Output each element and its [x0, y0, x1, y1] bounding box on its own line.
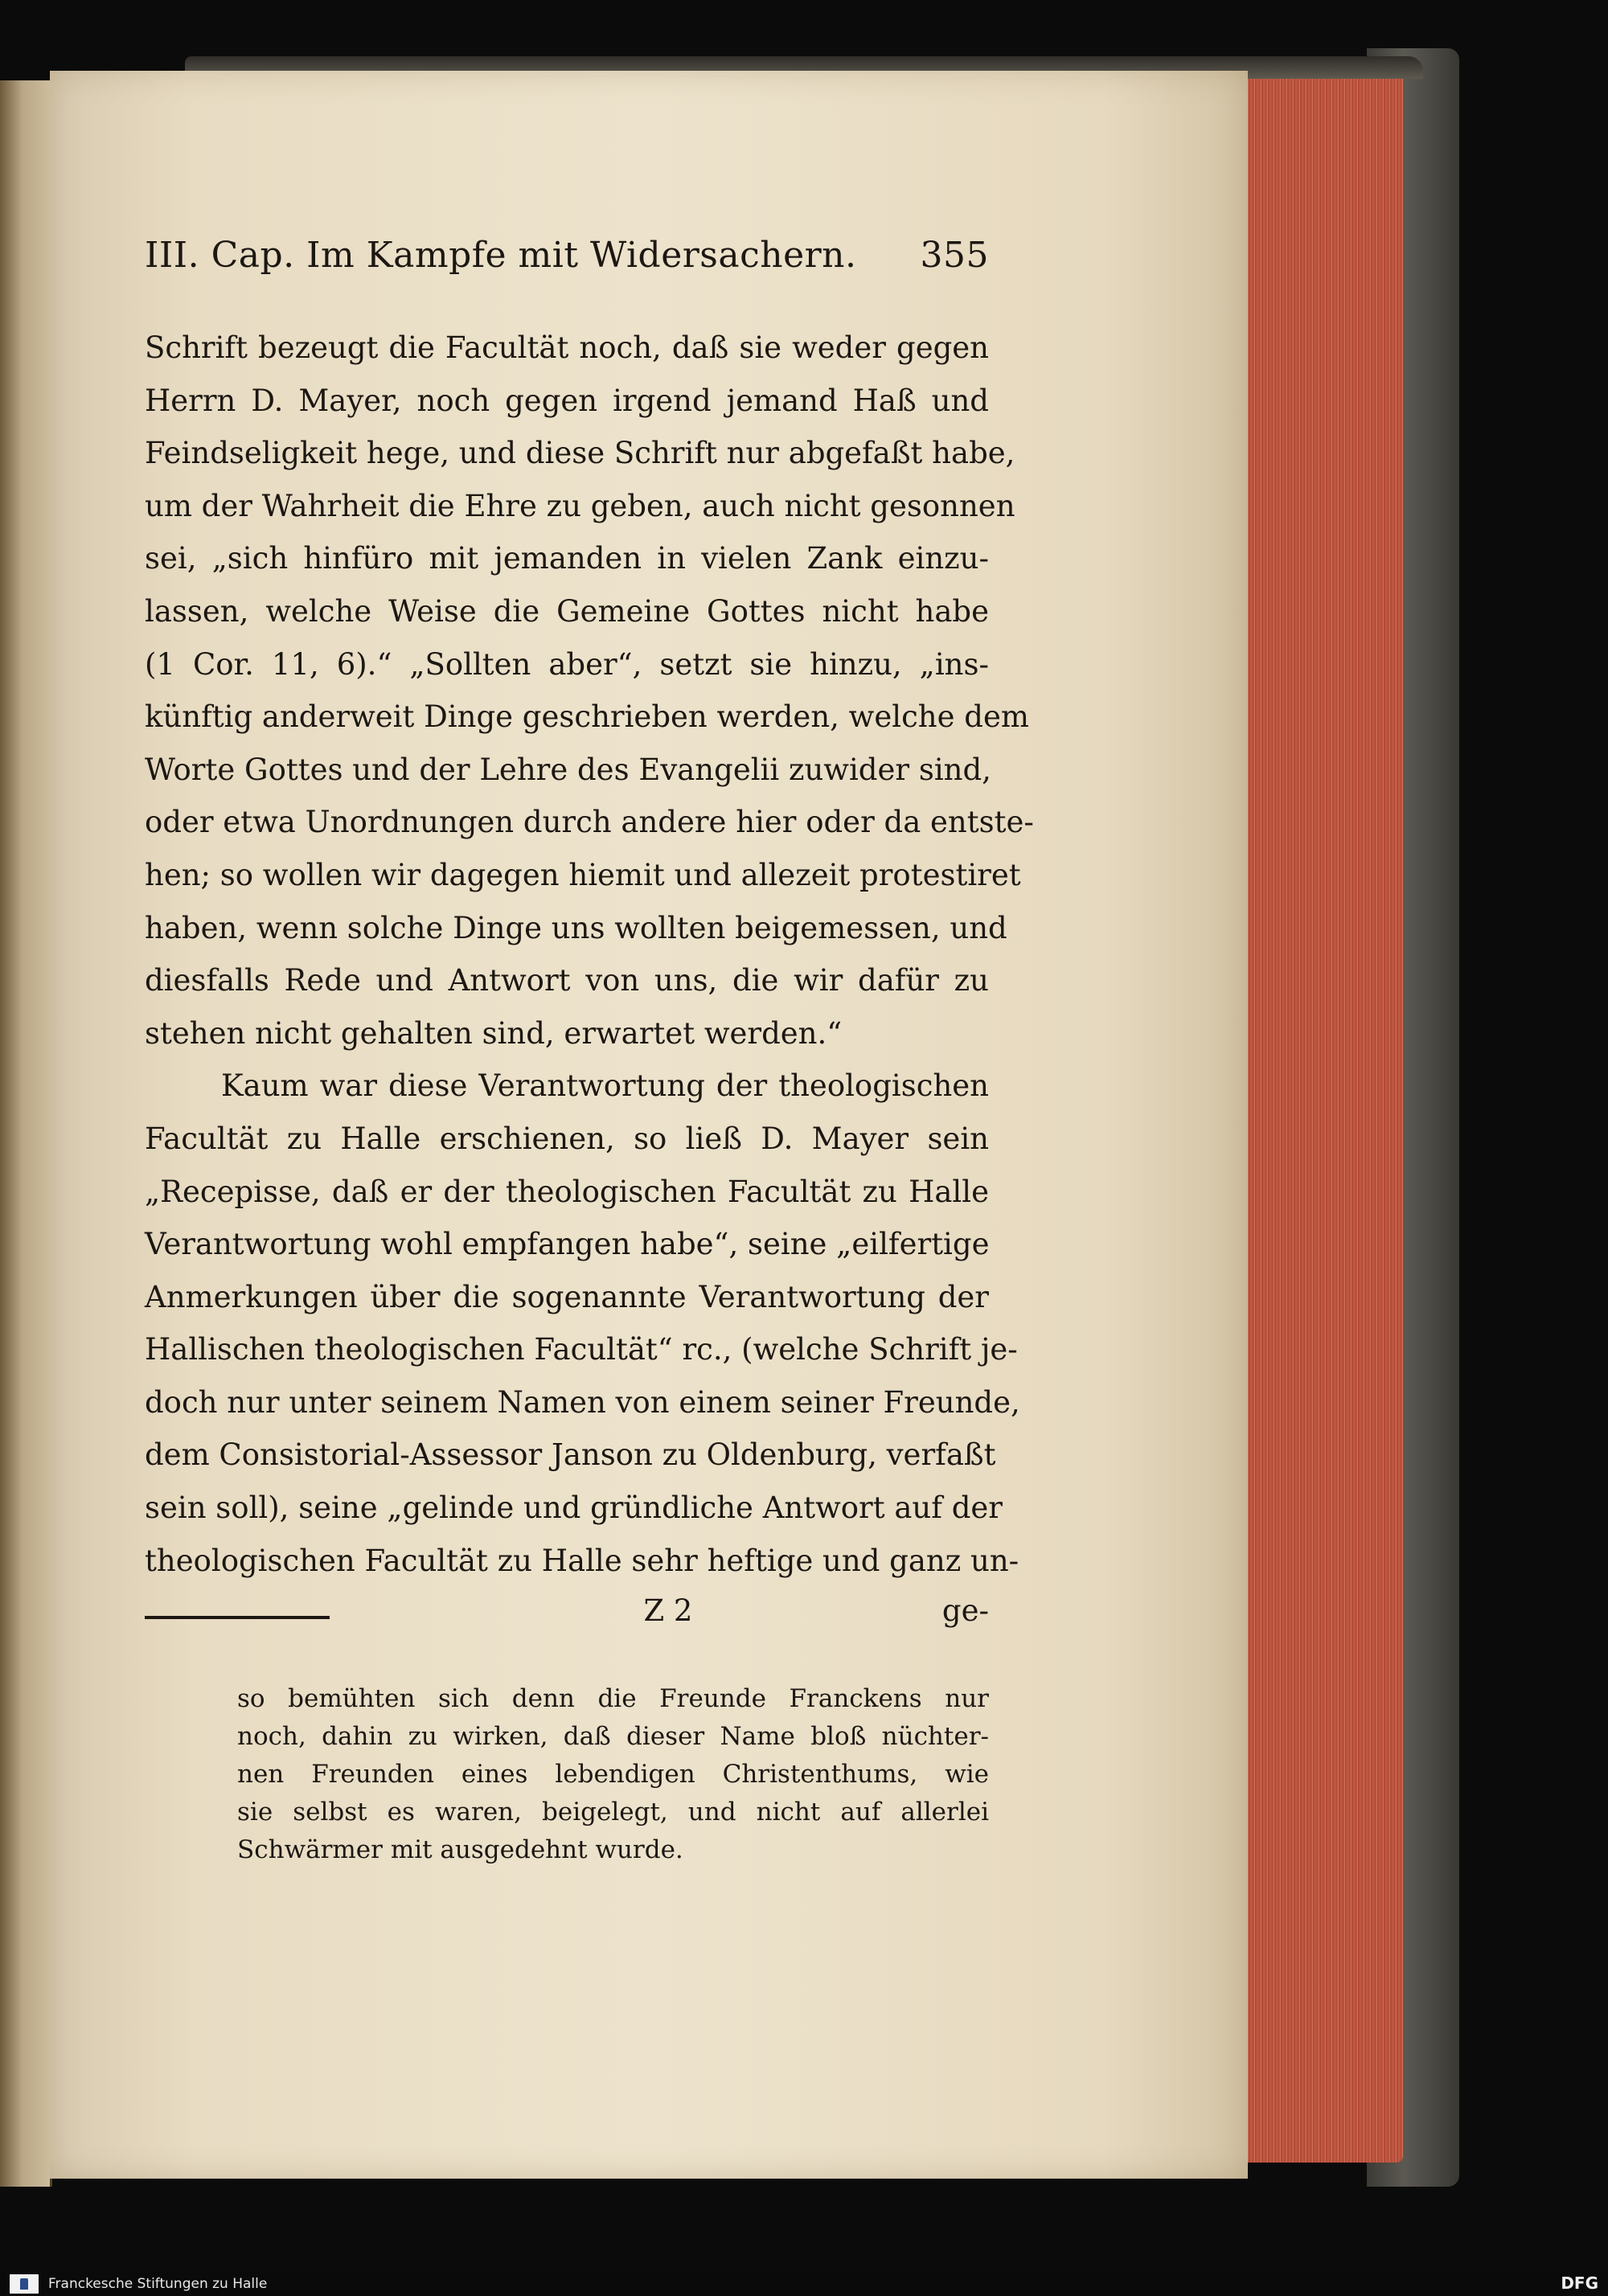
text-line: oder etwa Unordnungen durch andere hier oder da entste- [145, 805, 1034, 840]
text-line: Schrift bezeugt die Facultät noch, daß sie weder gegen [145, 330, 989, 365]
text-line: dem Consistorial-Assessor Janson zu Oldenburg, verfaßt [145, 1437, 996, 1473]
page-footer [145, 1593, 989, 1642]
catchword: ge- [941, 1593, 989, 1629]
footnote-line: Schwärmer mit ausgedehnt wurde. [237, 1835, 683, 1865]
text-line: Hallischen theologischen Facultät“ rc., (welche Schrift je- [145, 1332, 1018, 1367]
footnote-rule [145, 1616, 330, 1619]
page-block-edge [1242, 56, 1403, 2163]
text-line: lassen, welche Weise die Gemeine Gottes nicht habe [145, 593, 989, 629]
chapter-title: III. Cap. Im Kampfe mit Widersachern. [145, 235, 857, 276]
body-text [145, 322, 1034, 1587]
text-line: künftig anderweit Dinge geschrieben werden, welche dem [145, 699, 1029, 735]
running-head [145, 235, 989, 291]
text-line: Feindseligkeit hege, und diese Schrift nur abgefaßt habe, [145, 436, 1015, 471]
text-line: sei, „sich hinfüro mit jemanden in vielen Zank einzu- [145, 541, 989, 576]
page-number: 355 [920, 235, 989, 276]
text-line: haben, wenn solche Dinge uns wollten beigemessen, und [145, 910, 1007, 945]
text-line: doch nur unter seinem Namen von einem seiner Freunde, [145, 1384, 1020, 1420]
digitization-bar [0, 2272, 1608, 2296]
text-line: Verantwortung wohl empfangen habe“, seine „eilfertige [145, 1227, 990, 1262]
credit-text: Franckesche Stiftungen zu Halle [48, 2276, 268, 2292]
signature-mark: Z 2 [643, 1593, 693, 1629]
text-line: diesfalls Rede und Antwort von uns, die wir dafür zu [145, 963, 989, 998]
page-content [145, 235, 1034, 1869]
text-line: hen; so wollen wir dagegen hiemit und allezeit protestiret [145, 857, 1021, 892]
text-line: Herrn D. Mayer, noch gegen irgend jemand Haß und [145, 383, 989, 418]
text-line: um der Wahrheit die Ehre zu geben, auch nicht gesonnen [145, 488, 1015, 523]
text-line: sein soll), seine „gelinde und gründliche Antwort auf der [145, 1490, 1003, 1526]
footnote [145, 1680, 989, 1869]
text-line: Facultät zu Halle erschienen, so ließ D. Mayer sein [145, 1121, 989, 1156]
footnote-line: noch, dahin zu wirken, daß dieser Name bloß nüchter- [237, 1722, 989, 1752]
text-line: Kaum war diese Verantwortung der theologischen [221, 1068, 989, 1104]
text-line: Anmerkungen über die sogenannte Verantwortung der [145, 1279, 989, 1314]
footnote-line: nen Freunden eines lebendigen Christenthums, wie [237, 1760, 989, 1790]
dfg-logo: DFG [1561, 2273, 1598, 2293]
text-line: (1 Cor. 11, 6).“ „Sollten aber“, setzt sie hinzu, „ins- [145, 646, 989, 682]
text-line: Worte Gottes und der Lehre des Evangelii zuwider sind, [145, 752, 991, 787]
text-line: „Recepisse, daß er der theologischen Facultät zu Halle [145, 1174, 989, 1209]
footnote-line: sie selbst es waren, beigelegt, und nicht auf allerlei [237, 1798, 989, 1827]
footnote-line: so bemühten sich denn die Freunde Franckens nur [237, 1684, 989, 1714]
left-page-edge [0, 80, 52, 2187]
text-line: theologischen Facultät zu Halle sehr heftige und ganz un- [145, 1543, 1019, 1578]
institution-logo-icon [10, 2274, 39, 2294]
text-line: stehen nicht gehalten sind, erwartet werden.“ [145, 1015, 843, 1051]
